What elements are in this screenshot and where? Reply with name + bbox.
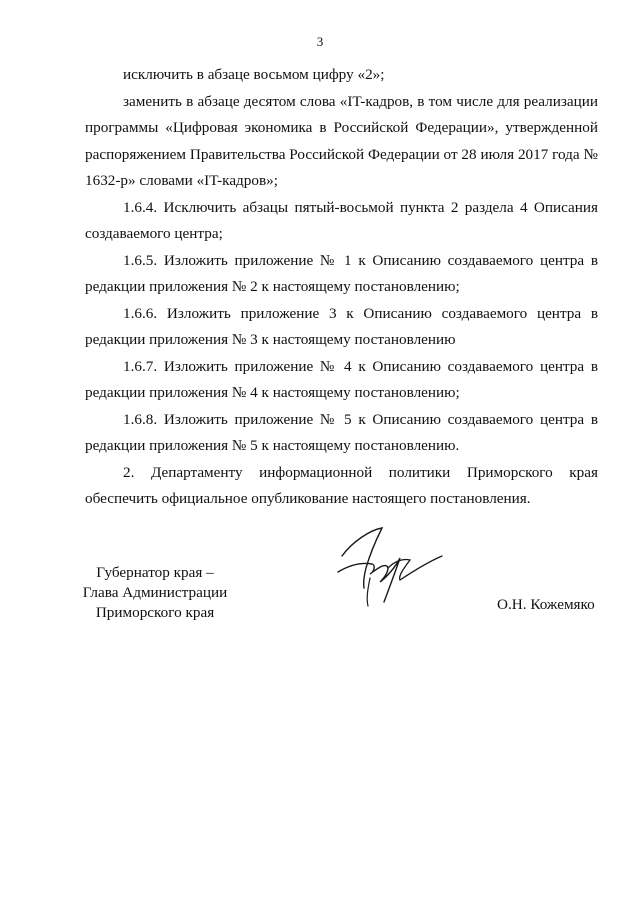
signatory-name: О.Н. Кожемяко [497,596,595,613]
page-number: 3 [316,34,324,49]
signatory-title [80,563,230,623]
paragraph-1-6-5: 1.6.5. Изложить приложение № 1 к Описанию создаваемого центра в редакции приложения № 2 к настоящему постановлению; [85,251,598,295]
paragraph-2-publication: 2. Департаменту информационной политики Приморского края обеспечить официальное опубликование настоящего постановления. [85,463,598,507]
signatory-title-line: Губернатор края – [96,564,214,581]
paragraph-1-6-6: 1.6.6. Изложить приложение 3 к Описанию создаваемого центра в редакции приложения № 3 к настоящему постановлению [85,304,598,348]
paragraph-1-6-4: 1.6.4. Исключить абзацы пятый-восьмой пункта 2 раздела 4 Описания создаваемого центра; [85,198,598,242]
paragraph-1-6-7: 1.6.7. Изложить приложение № 4 к Описанию создаваемого центра в редакции приложения № 4 к настоящему постановлению; [85,357,598,401]
paragraph-replace-words: заменить в абзаце десятом слова «IT-кадров, в том числе для реализации программы «Цифровая экономика в Российской Федерации», утвержденной распоряжением Правительства Российской Федерации от 28 июля 2017 года № 1632-р» словами «IT-кадров»; [85,92,598,189]
signature-block [0,563,640,623]
paragraph-exclude-digit: исключить в абзаце восьмом цифру «2»; [123,66,385,83]
signatory-title-line: Глава Администрации [82,584,228,601]
signatory-title-line: Приморского края [95,604,215,621]
paragraph-1-6-8: 1.6.8. Изложить приложение № 5 к Описанию создаваемого центра в редакции приложения № 5 к настоящему постановлению. [85,410,598,454]
document-body [85,62,598,513]
